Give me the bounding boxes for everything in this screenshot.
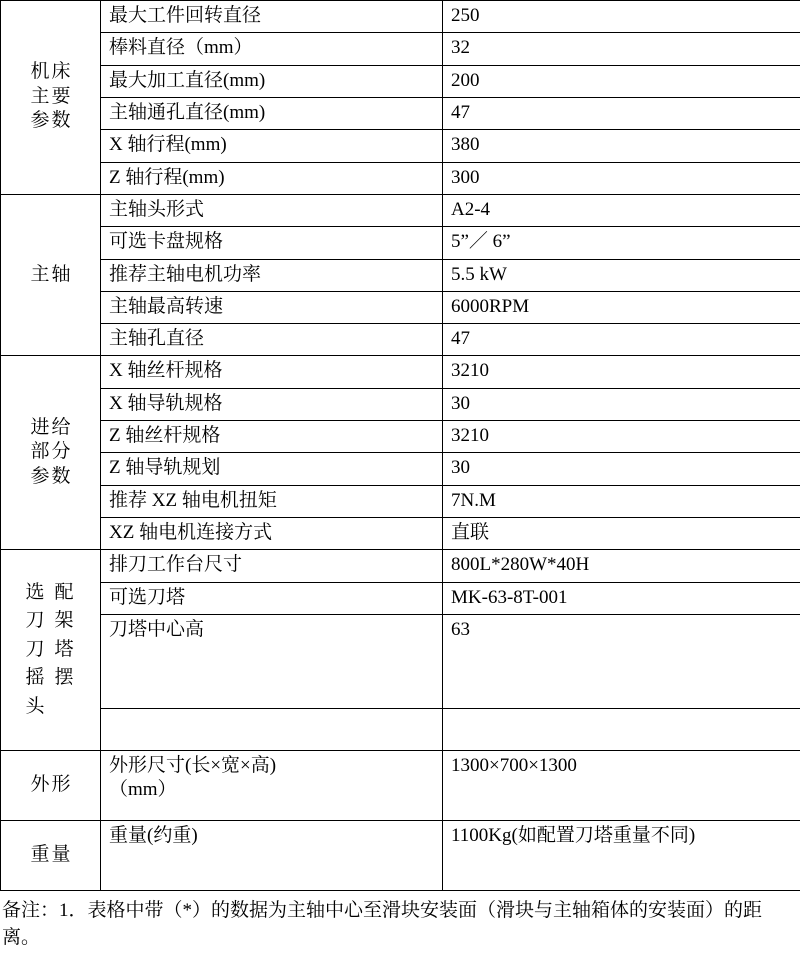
table-row (1, 227, 800, 259)
spec-item-label: X 轴行程(mm) (101, 130, 443, 162)
spec-item-value: 47 (443, 324, 800, 356)
spec-item-value: 直联 (443, 518, 800, 550)
group-label-char: 刀 (25, 607, 46, 636)
spec-item-value: 7N.M (443, 485, 800, 517)
group-label-char: 摆 (55, 664, 76, 693)
spec-item-value: 1100Kg(如配置刀塔重量不同) (443, 820, 800, 890)
spec-item-value: 3210 (443, 421, 800, 453)
spec-item-value: 3210 (443, 356, 800, 388)
table-row (1, 33, 800, 65)
spec-item-label: 排刀工作台尺寸 (101, 550, 443, 582)
table-row (1, 518, 800, 550)
group-label-line: 部分 (9, 440, 94, 464)
table-row (1, 291, 800, 323)
group-label-weight (1, 820, 101, 890)
spec-item-label: Z 轴丝杆规格 (101, 421, 443, 453)
spec-item-label: 主轴孔直径 (101, 324, 443, 356)
spec-item-value: MK-63-8T-001 (443, 582, 800, 614)
spec-item-value: 800L*280W*40H (443, 550, 800, 582)
spec-item-label: 最大加工直径(mm) (101, 65, 443, 97)
table-row (1, 130, 800, 162)
group-label-char: 头 (25, 693, 46, 722)
table-row (1, 259, 800, 291)
spec-item-label: 主轴最高转速 (101, 291, 443, 323)
spec-item-label: Z 轴行程(mm) (101, 162, 443, 194)
spec-item-value: 1300×700×1300 (443, 750, 800, 820)
table-row (1, 97, 800, 129)
group-label-line: 重量 (9, 843, 94, 867)
spec-item-value: A2-4 (443, 194, 800, 226)
table-row (1, 1, 800, 33)
spec-item-label: XZ 轴电机连接方式 (101, 518, 443, 550)
table-row (1, 485, 800, 517)
spec-item-label: 主轴通孔直径(mm) (101, 97, 443, 129)
spec-item-value: 63 (443, 614, 800, 708)
group-label-char: 塔 (55, 636, 76, 665)
group-label-line: 进给 (9, 416, 94, 440)
spec-item-value: 47 (443, 97, 800, 129)
group-label-line: 主轴 (9, 263, 94, 287)
table-row (1, 194, 800, 226)
group-label-char: 配 (55, 579, 76, 608)
spec-item-value: 300 (443, 162, 800, 194)
table-row (1, 388, 800, 420)
table-row (1, 453, 800, 485)
spec-item-value: 30 (443, 388, 800, 420)
group-label-column (25, 579, 46, 722)
spec-item-label: 推荐 XZ 轴电机扭矩 (101, 485, 443, 517)
spec-item-label: 主轴头形式 (101, 194, 443, 226)
spec-item-value: 5”／ 6” (443, 227, 800, 259)
spec-item-label (101, 708, 443, 750)
spec-item-value (443, 708, 800, 750)
spec-item-value: 6000RPM (443, 291, 800, 323)
table-row (1, 356, 800, 388)
table-row (1, 550, 800, 582)
group-label-line: 参数 (9, 465, 94, 489)
group-label-char: 刀 (25, 636, 46, 665)
spec-item-value: 380 (443, 130, 800, 162)
spec-item-value: 200 (443, 65, 800, 97)
group-label-line: 外形 (9, 773, 94, 797)
group-label-line: 主要 (9, 85, 94, 109)
table-row (1, 582, 800, 614)
spec-item-value: 250 (443, 1, 800, 33)
group-label-spindle (1, 194, 101, 356)
group-label-char: 摇 (25, 664, 46, 693)
table-row (1, 750, 800, 820)
table-row (1, 162, 800, 194)
group-label-machine-main (1, 1, 101, 195)
group-label-column (55, 579, 76, 722)
spec-item-value: 32 (443, 33, 800, 65)
spec-item-label: 刀塔中心高 (101, 614, 443, 708)
spec-item-value: 5.5 kW (443, 259, 800, 291)
spec-item-label: 棒料直径（mm） (101, 33, 443, 65)
spec-item-label: X 轴导轨规格 (101, 388, 443, 420)
footnote: 备注：1．表格中带（*）的数据为主轴中心至滑块安装面（滑块与主轴箱体的安装面）的距离。 (0, 891, 800, 956)
spec-item-label-line2: （mm） (109, 778, 436, 802)
group-label-char: 架 (55, 607, 76, 636)
spec-item-label: 推荐主轴电机功率 (101, 259, 443, 291)
spec-item-label: 可选刀塔 (101, 582, 443, 614)
spec-item-value: 30 (443, 453, 800, 485)
group-label-line: 参数 (9, 109, 94, 133)
table-row (1, 421, 800, 453)
table-row (1, 820, 800, 890)
group-label-feed (1, 356, 101, 550)
spec-item-label: Z 轴导轨规划 (101, 453, 443, 485)
group-label-dimensions (1, 750, 101, 820)
spec-item-label: 重量(约重) (101, 820, 443, 890)
group-label-optional-turret (1, 550, 101, 751)
spec-item-label-line1: 外形尺寸(长×宽×高) (109, 754, 436, 778)
group-label-char: 选 (25, 579, 46, 608)
spec-item-label: X 轴丝杆规格 (101, 356, 443, 388)
table-row (1, 324, 800, 356)
spec-item-label (101, 750, 443, 820)
table-row (1, 614, 800, 708)
table-row (1, 708, 800, 750)
table-row (1, 65, 800, 97)
spec-item-label: 可选卡盘规格 (101, 227, 443, 259)
spec-item-label: 最大工件回转直径 (101, 1, 443, 33)
group-label-line: 机床 (9, 60, 94, 84)
